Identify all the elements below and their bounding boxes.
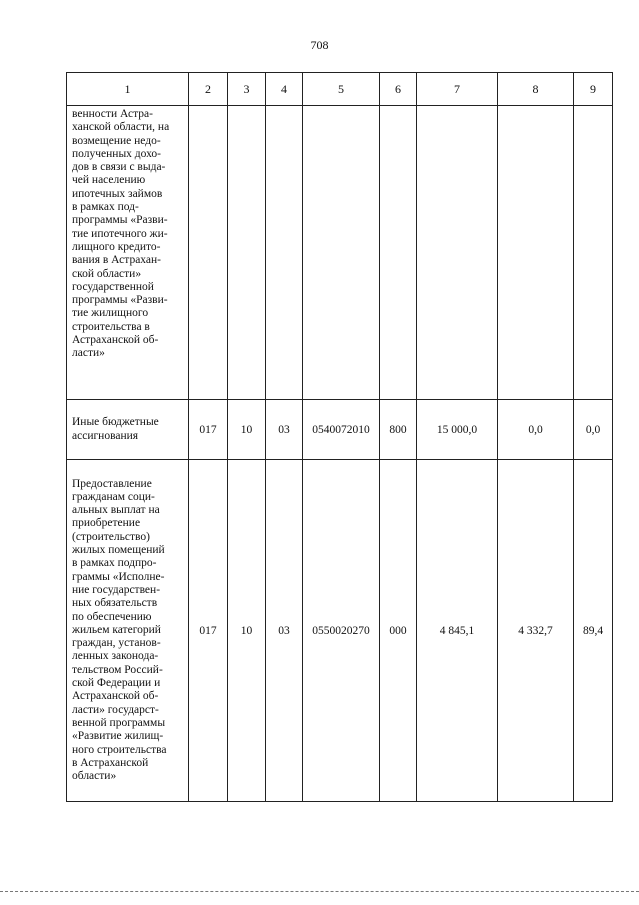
header-cell: 8 (498, 73, 574, 106)
table-cell: 10 (228, 460, 266, 802)
row-description: венности Астра- ханской области, на возмещение недо- полученных дохо- дов в связи с выда- чей населению ипотечных займов в рамках под- программы «Разви- тие ипотечного жи- лищного кредито- вания в Астрахан- ской области» государственной программы «Разви- тие жилищного строительства в Астраханской об- ласти» (67, 106, 189, 400)
header-cell: 5 (303, 73, 380, 106)
header-cell: 7 (417, 73, 498, 106)
table-cell (266, 106, 303, 400)
header-cell: 1 (67, 73, 189, 106)
header-row (67, 73, 613, 106)
table-row (67, 460, 613, 802)
table-cell: 000 (380, 460, 417, 802)
table-cell: 017 (189, 400, 228, 460)
table-cell: 03 (266, 460, 303, 802)
table-cell: 800 (380, 400, 417, 460)
scan-edge-line (0, 891, 639, 893)
table-cell: 03 (266, 400, 303, 460)
header-cell: 4 (266, 73, 303, 106)
header-cell: 3 (228, 73, 266, 106)
table-cell: 4 845,1 (417, 460, 498, 802)
table-cell: 10 (228, 400, 266, 460)
row-description: Предоставление гражданам соци- альных выплат на приобретение (строительство) жилых помещений в рамках подпро- граммы «Исполне- ние государствен- ных обязательств по обеспечению жильем категорий граждан, установ- ленных законода- тельством Россий- ской Федерации и Астраханской об- ласти» государст- венной программы «Развитие жилищ- ного строительства в Астраханской области» (67, 460, 189, 802)
table-cell (228, 106, 266, 400)
table-cell (189, 106, 228, 400)
table-cell (417, 106, 498, 400)
header-cell: 6 (380, 73, 417, 106)
table-cell (498, 106, 574, 400)
table-cell: 15 000,0 (417, 400, 498, 460)
table-row (67, 400, 613, 460)
header-cell: 2 (189, 73, 228, 106)
table-cell: 0550020270 (303, 460, 380, 802)
budget-table (66, 72, 613, 802)
page-number: 708 (310, 38, 329, 52)
table-cell: 89,4 (574, 460, 613, 802)
table-cell (380, 106, 417, 400)
table-row (67, 106, 613, 400)
table-cell: 4 332,7 (498, 460, 574, 802)
row-description: Иные бюджетные ассигнования (67, 400, 189, 460)
header-cell: 9 (574, 73, 613, 106)
table-cell: 0540072010 (303, 400, 380, 460)
table-cell: 017 (189, 460, 228, 802)
table-cell (303, 106, 380, 400)
table-cell: 0,0 (574, 400, 613, 460)
table-cell: 0,0 (498, 400, 574, 460)
table-cell (574, 106, 613, 400)
